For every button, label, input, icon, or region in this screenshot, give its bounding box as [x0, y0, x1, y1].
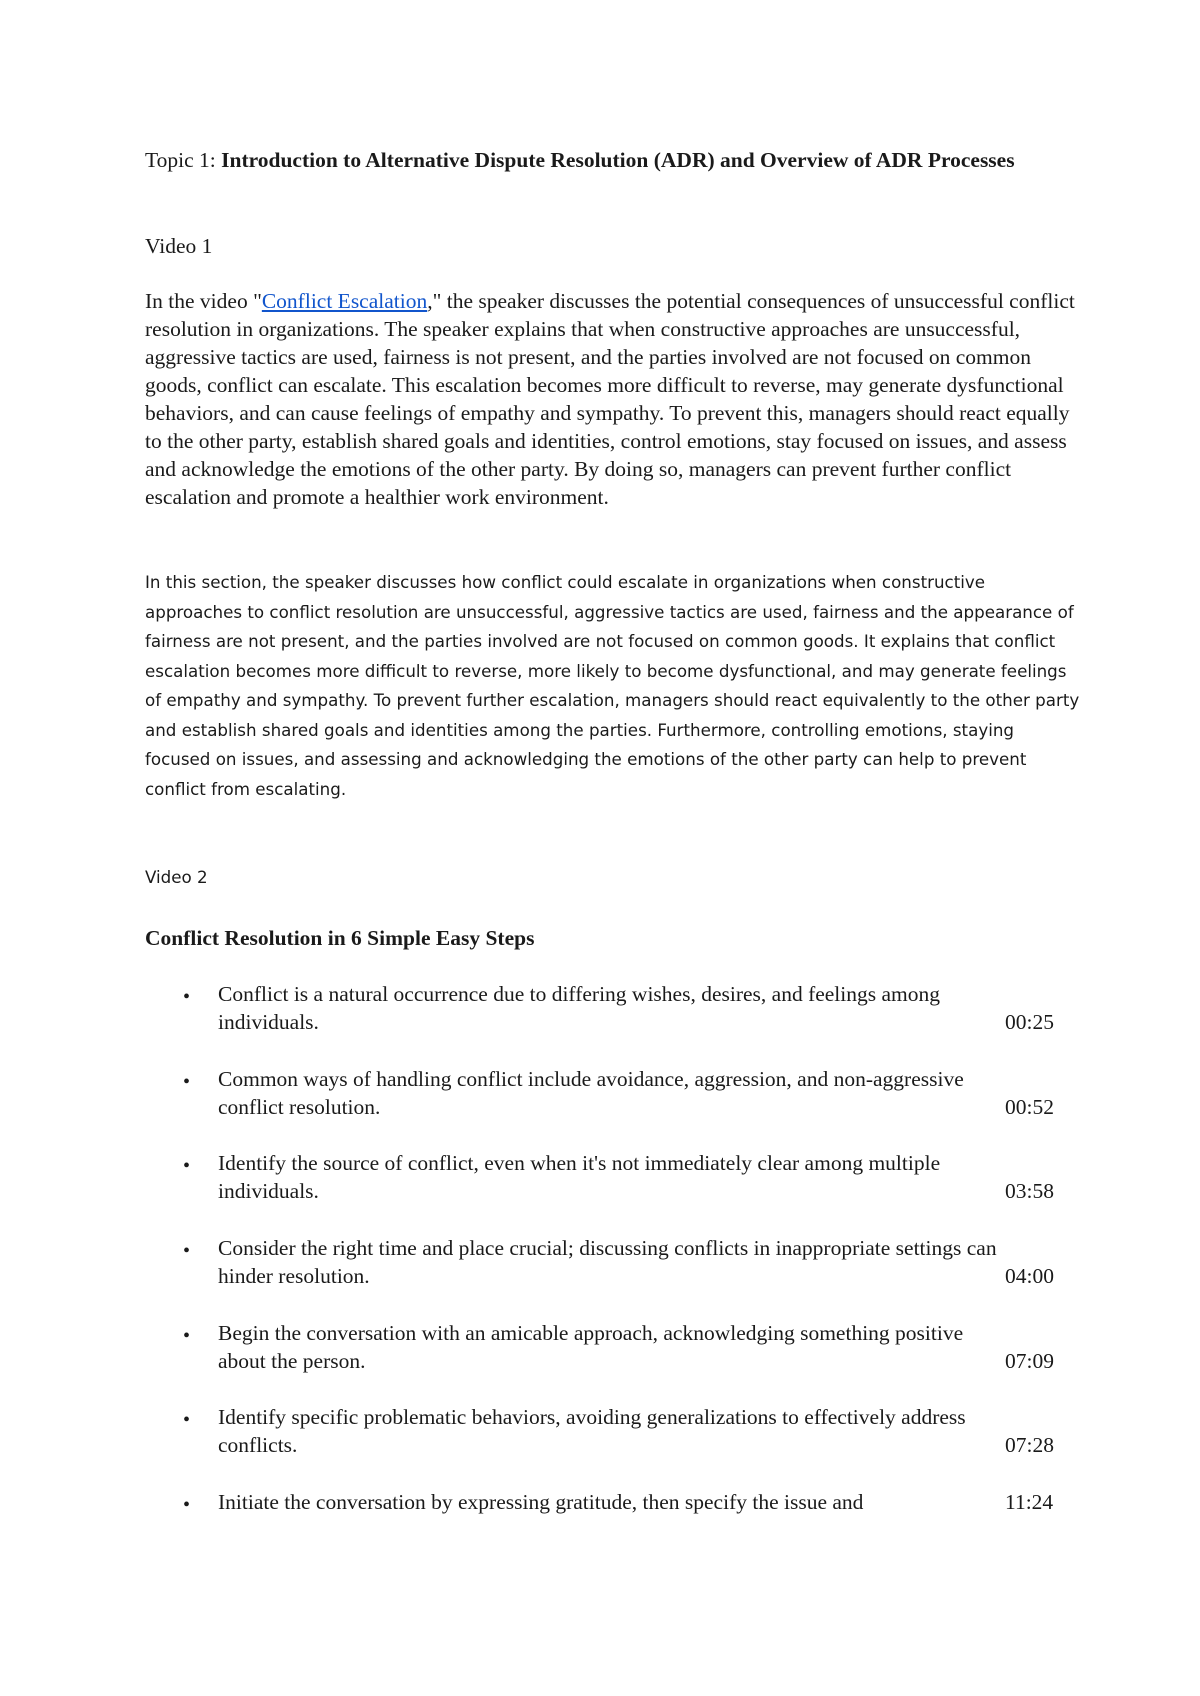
timestamp: 00:52: [1005, 1095, 1054, 1119]
video1-section-paragraph: In this section, the speaker discusses how conflict could escalate in organizations when constructive approaches to conflict resolution are unsuccessful, aggressive tactics are used, fairness and the appearance of fairness are not present, and the parties involved are not focused on common goods. It explains that conflict escalation becomes more difficult to reverse, more likely to become dysfunctional, and may generate feelings of empathy and sympathy. To prevent further escalation, managers should react equivalently to the other party and establish shared goals and identities among the parties. Furthermore, controlling emotions, staying focused on issues, and assessing and acknowledging the emotions of the other party can help to prevent conflict from escalating.: [145, 572, 1080, 799]
bullet-icon: •: [183, 1494, 191, 1516]
bullet-text: Consider the right time and place crucial; discussing conflicts in inappropriate settings can hinder resolution.: [218, 1236, 997, 1288]
bullet-text: Begin the conversation with an amicable approach, acknowledging something positive about the person.: [218, 1321, 964, 1373]
list-item: [0, 1149, 1200, 1209]
list-item: [0, 1065, 1200, 1125]
bullet-text: Conflict is a natural occurrence due to differing wishes, desires, and feelings among individuals.: [218, 982, 941, 1034]
timestamp: 11:24: [1005, 1490, 1054, 1514]
timestamp: 07:28: [1005, 1433, 1054, 1457]
list-item: [0, 980, 1200, 1040]
bullet-icon: •: [183, 1240, 191, 1262]
conflict-escalation-link[interactable]: Conflict Escalation: [261, 289, 428, 313]
bullet-text: Identify the source of conflict, even when it's not immediately clear among multiple individuals.: [218, 1151, 941, 1203]
bullet-text: Identify specific problematic behaviors, avoiding generalizations to effectively address conflicts.: [218, 1405, 966, 1457]
video1-label: Video 1: [145, 234, 213, 258]
bullet-icon: •: [183, 986, 191, 1008]
bullet-icon: •: [183, 1071, 191, 1093]
list-item: [0, 1403, 1200, 1463]
bullet-icon: •: [183, 1325, 191, 1347]
topic-prefix: Topic 1:: [145, 148, 222, 172]
topic-heading: [145, 146, 1075, 174]
list-item: [0, 1488, 1200, 1548]
timestamp: 00:25: [1005, 1010, 1054, 1034]
timestamp: 03:58: [1005, 1179, 1054, 1203]
list-item: [0, 1234, 1200, 1294]
timestamp: 04:00: [1005, 1264, 1054, 1288]
para1-intro: In the video ": [145, 289, 262, 313]
topic-title: Introduction to Alternative Dispute Resolution (ADR) and Overview of ADR Processes: [221, 148, 1015, 172]
timestamp: 07:09: [1005, 1349, 1054, 1373]
video1-summary-paragraph: [145, 287, 1085, 511]
bullet-text: Initiate the conversation by expressing gratitude, then specify the issue and: [218, 1490, 864, 1514]
video2-title: Conflict Resolution in 6 Simple Easy Steps: [145, 926, 535, 950]
bullet-icon: •: [183, 1155, 191, 1177]
para1-body: ," the speaker discusses the potential consequences of unsuccessful conflict resolution in organizations. The speaker explains that when constructive approaches are unsuccessful, aggressive tactics are used, fairness is not present, and the parties involved are not focused on common goods, conflict can escalate. This escalation becomes more difficult to reverse, may generate dysfunctional behaviors, and can cause feelings of empathy and sympathy. To prevent this, managers should react equally to the other party, establish shared goals and identities, control emotions, stay focused on issues, and assess and acknowledge the emotions of the other party. By doing so, managers can prevent further conflict escalation and promote a healthier work environment.: [145, 289, 1075, 509]
bullet-text: Common ways of handling conflict include avoidance, aggression, and non-aggressive conflict resolution.: [218, 1067, 964, 1119]
bullet-icon: •: [183, 1409, 191, 1431]
list-item: [0, 1319, 1200, 1379]
video2-label: Video 2: [145, 867, 208, 887]
